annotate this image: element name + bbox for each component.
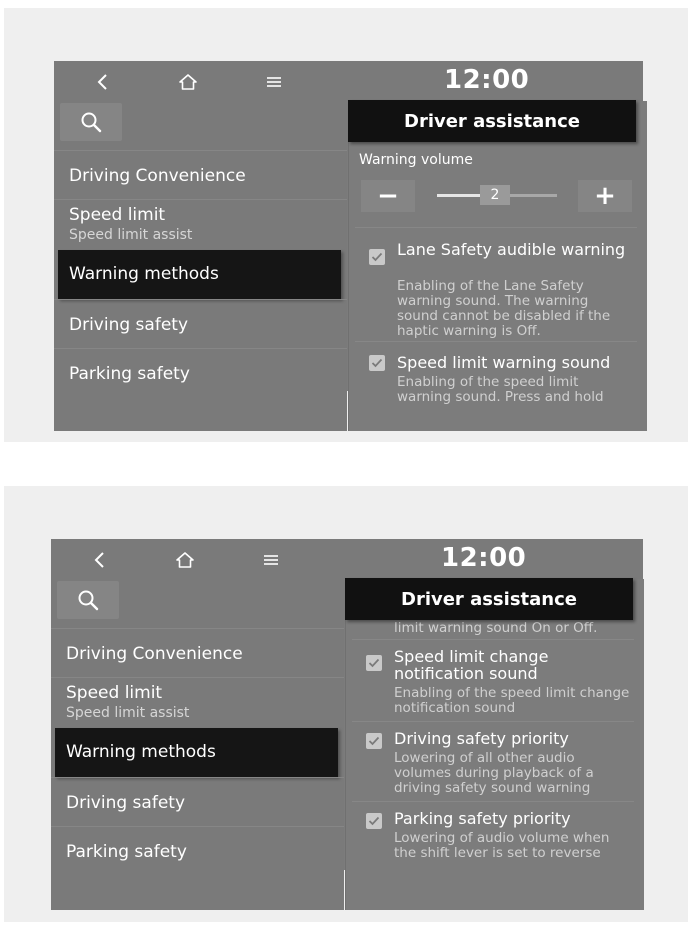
menu-item-driving-safety[interactable] xyxy=(51,777,344,827)
menu-item-label: Driving safety xyxy=(66,793,185,813)
menu-item-sublabel: Speed limit assist xyxy=(66,705,190,721)
divider xyxy=(352,639,634,640)
option-title: Speed limit warning sound xyxy=(397,353,611,372)
clock: 12:00 xyxy=(441,543,527,573)
settings-menu xyxy=(54,101,347,431)
menu-item-label: Speed limit xyxy=(69,205,166,225)
volume-decrease-button[interactable]: − xyxy=(361,180,415,212)
menu-item-driving-convenience[interactable] xyxy=(51,628,344,678)
menu-icon[interactable] xyxy=(254,545,288,575)
menu-item-label: Driving Convenience xyxy=(66,644,243,664)
page-title: Driver assistance xyxy=(345,578,633,620)
divider xyxy=(352,801,634,802)
option-title: Parking safety priority xyxy=(394,809,571,828)
figure-panel-2 xyxy=(4,486,688,922)
menu-item-warning-methods[interactable] xyxy=(55,728,338,777)
divider xyxy=(355,227,637,228)
menu-icon[interactable] xyxy=(257,67,291,97)
top-bar xyxy=(51,539,643,579)
option-description: Lowering of audio volume when the shift lever is set to reverse xyxy=(394,830,610,861)
back-chevron-icon[interactable] xyxy=(86,67,120,97)
volume-slider-thumb[interactable]: 2 xyxy=(480,185,510,205)
divider xyxy=(355,341,637,342)
top-bar xyxy=(54,61,643,101)
warning-volume-label: Warning volume xyxy=(359,152,473,168)
checkmark-icon xyxy=(371,358,383,368)
checkbox[interactable] xyxy=(366,813,382,829)
option-title: Lane Safety audible warning xyxy=(397,240,626,259)
divider xyxy=(352,721,634,722)
checkbox[interactable] xyxy=(369,355,385,371)
infotainment-screen-1 xyxy=(54,61,643,405)
menu-item-label: Parking safety xyxy=(69,364,190,384)
checkbox[interactable] xyxy=(366,733,382,749)
search-icon xyxy=(79,110,103,134)
menu-item-label: Driving Convenience xyxy=(69,166,246,186)
menu-item-sublabel: Speed limit assist xyxy=(69,227,193,243)
option-description: Enabling of the speed limit change notification sound xyxy=(394,685,630,716)
settings-detail xyxy=(345,579,644,910)
checkbox[interactable] xyxy=(366,655,382,671)
search-button[interactable] xyxy=(60,103,122,141)
menu-item-driving-convenience[interactable] xyxy=(54,150,347,200)
menu-item-parking-safety[interactable] xyxy=(51,826,344,876)
menu-item-label: Driving safety xyxy=(69,315,188,335)
page-title: Driver assistance xyxy=(348,100,636,142)
checkbox[interactable] xyxy=(369,249,385,265)
option-title: Driving safety priority xyxy=(394,729,569,748)
menu-item-warning-methods[interactable] xyxy=(58,250,341,299)
menu-item-speed-limit[interactable] xyxy=(51,677,344,727)
infotainment-screen-2 xyxy=(51,539,643,870)
search-icon xyxy=(76,588,100,612)
menu-item-speed-limit[interactable] xyxy=(54,199,347,249)
menu-item-label: Warning methods xyxy=(69,264,219,284)
settings-detail xyxy=(348,101,647,431)
clock: 12:00 xyxy=(444,65,530,95)
option-description: Lowering of all other audio volumes during playback of a driving safety sound warning xyxy=(394,750,594,796)
option-description: Enabling of the speed limit warning sound. Press and hold xyxy=(397,374,604,405)
menu-item-driving-safety[interactable] xyxy=(54,299,347,349)
volume-increase-button[interactable]: + xyxy=(578,180,632,212)
checkmark-icon xyxy=(368,658,380,668)
menu-item-label: Speed limit xyxy=(66,683,163,703)
settings-menu xyxy=(51,579,344,910)
option-description-partial: limit warning sound On or Off. xyxy=(394,620,598,636)
checkmark-icon xyxy=(368,736,380,746)
checkmark-icon xyxy=(371,252,383,262)
checkmark-icon xyxy=(368,816,380,826)
home-icon[interactable] xyxy=(168,545,202,575)
option-title: Speed limit change notification sound xyxy=(394,647,549,683)
menu-item-label: Parking safety xyxy=(66,842,187,862)
figure-panel-1 xyxy=(4,8,688,442)
option-description: Enabling of the Lane Safety warning sound. The warning sound cannot be disabled if the haptic warning is Off. xyxy=(397,278,611,339)
back-chevron-icon[interactable] xyxy=(83,545,117,575)
menu-item-label: Warning methods xyxy=(66,742,216,762)
menu-item-parking-safety[interactable] xyxy=(54,348,347,398)
home-icon[interactable] xyxy=(171,67,205,97)
search-button[interactable] xyxy=(57,581,119,619)
